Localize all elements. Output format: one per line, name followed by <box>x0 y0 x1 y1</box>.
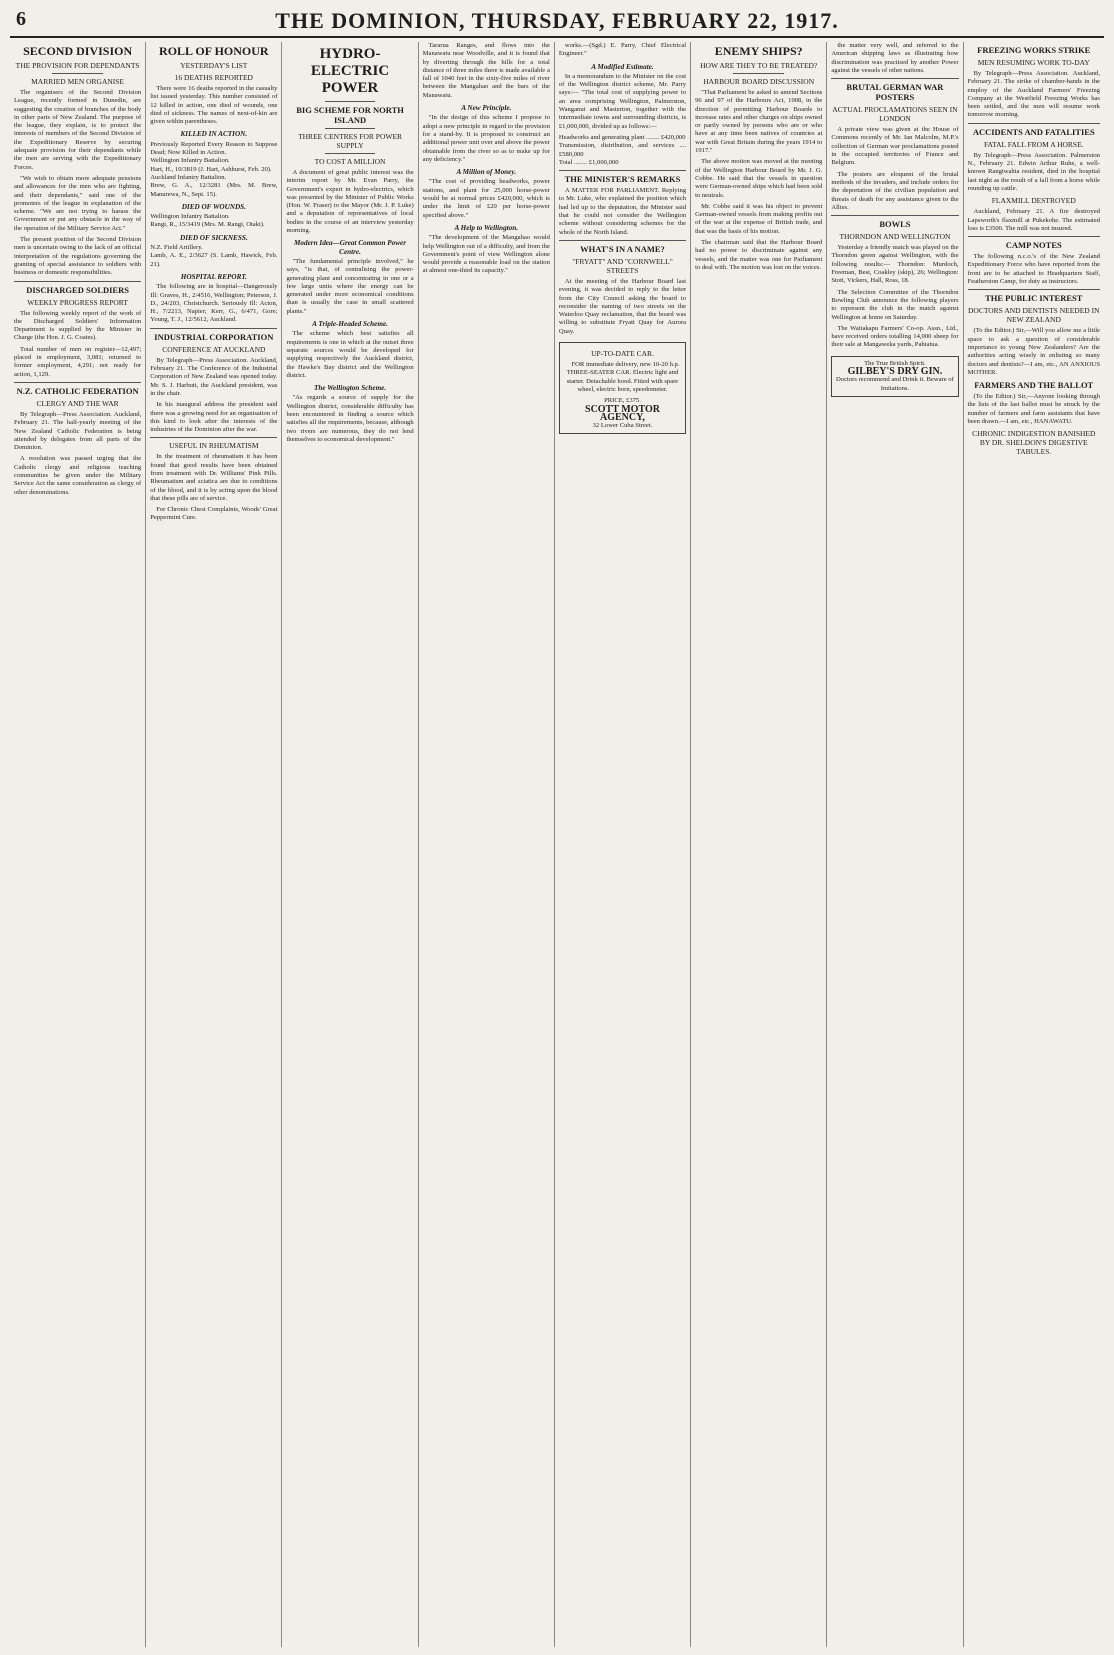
section-label: A Help to Wellington. <box>454 223 519 232</box>
subhead: HARBOUR BOARD DISCUSSION <box>703 77 815 86</box>
subhead: YESTERDAY'S LIST <box>180 61 248 70</box>
subhead: THE PROVISION FOR DEPENDANTS <box>15 61 140 70</box>
article-paragraph: "As regards a source of supply for the Wellington district, considerable difficulty has been encountered in finding a source which satisfies all the requirements, because, although two rivers are numerous, they do not lend themselves to economical development." <box>286 394 414 443</box>
subhead: BIG SCHEME FOR NORTH ISLAND <box>296 105 404 125</box>
advert-company: SCOTT MOTOR AGENCY, <box>585 403 660 423</box>
divider <box>968 123 1100 124</box>
headline-hydro-electric: HYDRO-ELECTRIC POWER <box>310 46 390 96</box>
article-paragraph: the matter very well, and referred to the American shipping laws as illustrating how discrimination was practised by another Power against the vessels of other nations. <box>831 42 959 74</box>
casualty-line: Wellington Infantry Battalion. <box>150 157 230 165</box>
section-label: DIED OF SICKNESS. <box>180 233 248 242</box>
newspaper-title: THE DOMINION, THURSDAY, FEBRUARY 22, 1917. <box>275 8 839 33</box>
headline-camp-notes: CAMP NOTES <box>1005 240 1062 251</box>
section-label: A Million of Money. <box>456 168 517 177</box>
cost-line: Transmission, distribution, and services .... £580,000 <box>558 142 687 158</box>
casualty-line: N.Z. Field Artillery. <box>150 244 203 252</box>
divider <box>968 236 1100 237</box>
subhead: DOCTORS AND DENTISTS NEEDED IN NEW ZEALAND <box>967 306 1100 325</box>
article-paragraph: The Waitakapu Farmers' Co-op. Assn., Ltd., have received orders totalling 14,000 sheep for their sale at Mangaweka yards, Pahiatua. <box>831 324 959 349</box>
divider <box>150 437 277 438</box>
article-paragraph: By Telegraph—Press Association. Auckland, February 21. The half-yearly meeting of the New Zealand Catholic Federation is being attended by delegates from all parts of the Dominion. <box>14 410 142 452</box>
column-4 <box>419 42 555 1647</box>
article-paragraph: The scheme which best satisfies all requirements is one in which at the outset three separate sources would be developed for supplying respectively the Auckland district, the Hawke's Bay district and the Wellington district. <box>286 330 414 379</box>
column-2 <box>146 42 282 1647</box>
article-paragraph: A private view was given at the House of Commons recently of Mr. Ian Malcolm, M.P.'s collection of German war proclamations posted in the occupied territories of France and Belgium. <box>831 126 959 167</box>
article-paragraph: The posters are eloquent of the brutal methods of the invaders, and include orders for the deportation of the civilian population and threats of death for any assistance given to the Allies. <box>831 170 959 211</box>
article-paragraph: "The development of the Mangahao would help Wellington out of a difficulty, and from the Government's point of view Wellington alone would provide a reasonable load on the station at almost one-third its capacity." <box>422 234 550 275</box>
headline-industrial-corporation: INDUSTRIAL CORPORATION <box>154 331 274 342</box>
advert-text: For Chronic Chest Complaints, Woods' Great Peppermint Cure. <box>150 506 278 522</box>
section-label: KILLED IN ACTION. <box>180 130 248 139</box>
article-paragraph: By Telegraph—Press Association. Auckland, February 21. The strike of chamber-hands in the employ of the Auckland Farmers' Freezing Company at the Westfield Freezing Works has been settled, and the men will resume work tomorrow morning. <box>967 70 1100 119</box>
article-paragraph: works.—(Sgd.) E. Parry, Chief Electrical Engineer." <box>558 42 687 58</box>
advert-product: GILBEY'S DRY GIN. <box>847 366 943 378</box>
subhead: WEEKLY PROGRESS REPORT <box>27 297 128 307</box>
article-paragraph: The organisers of the Second Division League, recently formed in Dunedin, are suggesting the creation of branches of the body in other parts of New Zealand. The purpose of the league, they explain, is to protect the interests of members of the Second Division of the Expeditionary Reserve by securing adequate provision for their dependants while the men are serving with the Expeditionary Forces. <box>14 89 142 171</box>
article-paragraph: "We wish to obtain more adequate pensions and allowances for the men who are fighting, and their dependants," said one of the promoters of the league in explanation of the scheme. "We are not trying to harass the Government or put any obstacle in the way of the operation of the Military Service Act." <box>14 174 142 232</box>
subhead: FLAXMILL DESTROYED <box>991 196 1076 206</box>
headline-whats-in-a-name: WHAT'S IN A NAME? <box>580 243 665 254</box>
casualty-line: Brew, G. A., 12/3281 (Mrs. M. Brew, Manurewa, N., Sept. 15). <box>150 182 278 198</box>
headline-enemy-ships: ENEMY SHIPS? <box>714 44 803 58</box>
headline-farmers-ballot: FARMERS AND THE BALLOT <box>974 380 1094 391</box>
subhead: MEN RESUMING WORK TO-DAY <box>977 58 1090 67</box>
article-paragraph: At the meeting of the Harbour Board last evening, it was decided to reply to the letter from the City Council asking the board to reconsider the naming of two streets on the Waterloo Quay reclamation, that the board was willing to substitute Fryatt Quay for Aurora Quay. <box>558 277 687 335</box>
divider <box>14 281 141 282</box>
article-paragraph: The following are in hospital—Dangerously Ill: Graves, H., 2/4516, Wellington; Peterson, J. D., 24/203, Christchurch. Seriously Ill: Acton, H., 7/2213, Napier; Kerr, G., 6/471, Gore; Young, T. J., 12/5612, Auckland. <box>150 283 278 324</box>
article-paragraph: Total number of men on register—12,497; placed in employment, 3,081; returned to former employment, 4,291; not ready for action, 1,129. <box>14 345 142 378</box>
casualty-line: Rangi, R., 15/3419 (Mrs. M. Rangi, Otaki). <box>150 221 265 229</box>
article-paragraph: By Telegraph—Press Association. Auckland, February 21. The Conference of the Industrial Corporation of New Zealand was opened today. Mr. S. J. Harbutt, the Auckland president, was in the chair. <box>150 356 278 397</box>
article-paragraph: By Telegraph—Press Association. Palmerston N., February 21. Edwin Arthur Ruhe, a well-known Rangiwahia resident, died in the hospital last night as the result of a fall from a horse while rounding up cattle. <box>967 151 1100 192</box>
article-paragraph: A MATTER FOR PARLIAMENT. Replying to Mr. Luke, who explained the position which had led up to the deputation, the Minister said that he could not consider the Wellington scheme without considering schemes for the whole of the North Island. <box>558 187 687 236</box>
divider <box>325 128 376 129</box>
letter-paragraph: (To the Editor.) Sir,—Anyone looking through the lists of the last ballot must be struck by the number of farmers and farm assistants that have been drawn.—I am, etc., HANAWATU. <box>967 393 1100 426</box>
article-paragraph: Yesterday a friendly match was played on the Thorndon green against Wellington, with the following results:— Thorndon: Murdoch, Freeman, Best, Coakley (skip), 26; Wellington: Stott, Vickers, Hall, Ross, 18. <box>831 244 959 285</box>
divider <box>733 73 784 74</box>
advert-address: 32 Lower Cuba Street. <box>592 422 653 430</box>
subhead: "FRYATT" AND "CORNWELL" STREETS <box>572 256 673 275</box>
divider <box>831 215 958 216</box>
article-paragraph: "The fundamental principle involved," he says, "is that, of centralising the power-generating plant and concentrating in one or a few large units where the energy can be generated under more economical conditions than is usually the case in small scattered plants." <box>286 257 414 315</box>
divider <box>325 101 376 102</box>
advert-price: PRICE, £375. <box>604 397 641 405</box>
subhead: ACTUAL PROCLAMATIONS SEEN IN LONDON <box>832 105 958 124</box>
article-paragraph: A resolution was passed urging that the Catholic clergy and religious teaching communities be given under the Military Service Act the same consideration as clergy of other denominations. <box>14 455 142 496</box>
divider <box>52 73 103 74</box>
headline-german-posters: BRUTAL GERMAN WAR POSTERS <box>846 82 944 103</box>
section-label: DIED OF WOUNDS. <box>181 202 246 211</box>
column-1 <box>10 42 146 1647</box>
subhead: CONFERENCE AT AUCKLAND <box>162 344 266 354</box>
section-label: HOSPITAL REPORT. <box>180 272 247 281</box>
headline-accidents: ACCIDENTS AND FATALITIES <box>972 126 1095 137</box>
article-paragraph: The present position of the Second Division men is uncertain owing to the lack of an official interpretation of the regulations governing the granting of special assistance to soldiers with business or domestic responsibilities. <box>14 236 142 277</box>
column-8 <box>964 42 1104 1647</box>
advert-heading: CHRONIC INDIGESTION BANISHED BY DR. SHELDON'S DIGESTIVE TABULES. <box>972 429 1096 457</box>
headline-discharged-soldiers: DISCHARGED SOLDIERS <box>26 284 129 295</box>
headline-bowls: BOWLS <box>879 219 911 230</box>
headline-freezing-works: FREEZING WORKS STRIKE <box>977 45 1091 55</box>
section-label: Modern Idea—Great Common Power Centre. <box>294 239 407 256</box>
divider <box>968 289 1100 290</box>
article-paragraph: There were 16 deaths reported in the casualty list issued yesterday. This number consisted of 12 killed in action, one died of wounds, one died of sickness. The names of next-of-kin are given within parentheses. <box>150 85 278 126</box>
subhead: THREE CENTRES FOR POWER SUPPLY <box>298 132 403 150</box>
headline-catholic-federation: N.Z. CATHOLIC FEDERATION <box>16 385 139 396</box>
article-paragraph: The following n.c.o.'s of the New Zealand Expeditionary Force who have reported from the front are to be attached to Headquarters Staff, Featherston Camp, for duty as instructors. <box>967 253 1100 286</box>
article-paragraph: Tararua Ranges, and flows into the Manawatu near Woodville, and it is found that by diverting through the hills for a total distance of three miles there is made available a fall of 1040 feet in the sixty-five miles of river between the Mangahao and the bars of the Manawatu. <box>422 42 550 99</box>
masthead <box>10 6 1104 38</box>
car-advertisement <box>559 342 686 434</box>
letter-paragraph: (To the Editor.) Sir,—Will you allow me a little space to ask a question of considerable importance to young New Zealanders? Are the authorities acting wisely in enlisting so many doctors and dentists?—I am, etc., AN ANXIOUS MOTHER. <box>967 327 1100 376</box>
subhead: 16 DEATHS REPORTED <box>174 73 253 82</box>
article-paragraph: The Selection Committee of the Thorndon Bowling Club announce the following players to represent the club in the match against Wellington at home on Saturday. <box>831 288 959 321</box>
divider <box>559 170 686 171</box>
divider <box>150 328 277 329</box>
section-label: A Triple-Headed Scheme. <box>312 320 388 329</box>
cost-line: Headworks and generating plant ........ £420,000 <box>558 133 686 141</box>
subhead: TO COST A MILLION <box>314 157 386 166</box>
article-paragraph: The above motion was moved at the meeting of the Wellington Harbour Board by Mr. J. G. Cobbe. He said that the vessels in question were German-owned ships which had been sold to neutrals. <box>695 158 823 199</box>
article-paragraph: In the treatment of rheumatism it has been found that good results have been obtained from treatment with Dr. Williams' Pink Pills. Rheumatism and sciatica are due to conditions of the blood, and it is by acting upon the blood that these pills are of service. <box>150 453 278 502</box>
column-3 <box>282 42 418 1647</box>
section-label: A New Principle. <box>461 104 512 113</box>
article-paragraph: The following weekly report of the work of the Discharged Soldiers' Information Department is supplied by the Minister in Charge (the Hon. J. G. Coates). <box>14 309 142 342</box>
section-label: The Wellington Scheme. <box>313 384 387 393</box>
subhead: FATAL FALL FROM A HORSE. <box>983 139 1084 149</box>
casualty-line: Lamb, A. E., 2/3627 (S. Lamb, Hawick, Feb. 21). <box>150 252 278 268</box>
article-paragraph: In a memorandum to the Minister on the cost of the Wellington district scheme, Mr. Parry says:— "The total cost of supplying power to an area comprising Wellington, Palmerston, Wanganui and Masterton, together with the intermediate towns and surrounding districts, is £1,000,000, divided up as follows:— <box>558 72 687 130</box>
headline-ministers-remarks: THE MINISTER'S REMARKS <box>564 174 681 185</box>
article-paragraph: "The cost of providing headworks, power stations, and plant for 25,000 horse-power would be at normal prices £420,000, which is under the limit of £20 per horse-power specified above." <box>422 178 550 219</box>
columns <box>10 42 1104 1647</box>
subhead: THORNDON AND WELLINGTON <box>839 232 951 242</box>
casualty-line: Wellington Infantry Battalion. <box>150 213 230 221</box>
column-6 <box>691 42 827 1647</box>
headline-roll-of-honour: ROLL OF HONOUR <box>159 44 269 58</box>
advert-text: Doctors recommend and Drink it. Beware of Imitations. <box>836 376 954 392</box>
advert-text: FOR immediate delivery, new 10-20 h.p. THREE-SEATER CAR. Electric light and starter. Detachable hood. Fitted with spare wheel, electric horn, speedometer. <box>566 361 680 393</box>
subhead: HOW ARE THEY TO BE TREATED? <box>700 61 818 70</box>
headline-public-interest: THE PUBLIC INTEREST <box>985 293 1083 304</box>
divider <box>325 153 376 154</box>
divider <box>14 382 141 383</box>
subhead: CLERGY AND THE WAR <box>36 398 119 408</box>
headline-rheumatism: USEFUL IN RHEUMATISM <box>169 441 259 451</box>
page-number: 6 <box>16 8 26 30</box>
divider <box>831 78 958 79</box>
article-paragraph: In his inaugural address the president said there was a growing need for an organisation of this kind to look after the interests of the industries of the Dominion after the war. <box>150 401 278 434</box>
article-paragraph: "That Parliament be asked to amend Sections 96 and 97 of the Harbours Act, 1908, in the direction of permitting Harbour Boards to increase rates and other charges on ships owned or partly owned by persons who are or who have at any time been natives of countries at war with Great Britain during the years 1914 to 1917." <box>695 89 823 155</box>
column-5 <box>555 42 691 1647</box>
casualty-line: Auckland Infantry Battalion. <box>150 173 227 181</box>
gin-advertisement <box>831 356 958 397</box>
headline-second-division: SECOND DIVISION <box>23 44 133 58</box>
casualty-line: Previously Reported Every Reason to Suppose Dead; Now Killed in Action. <box>150 140 278 157</box>
advert-tagline: The True British Spirit. <box>864 359 926 367</box>
article-paragraph: The chairman said that the Harbour Board had no power to discriminate against any vessels, and the matter was one for Parliament to deal with. The motion was lost on the voices. <box>695 239 823 271</box>
article-paragraph: A document of great public interest was the interim report by Mr. Evan Parry, the Government's expert in hydro-electrics, which was presented by the Minister of Public Works (Hon. W. Fraser) to the Mayor (Mr. J. P. Luke) and a deputation of representatives of local bodies in the course of an interview yesterday morning. <box>286 169 414 235</box>
cost-total: Total ........ £1,000,000 <box>558 158 619 166</box>
column-7 <box>827 42 963 1647</box>
casualty-line: Hart, H., 10/3819 (J. Hart, Ashhurst, Feb. 20). <box>150 165 272 173</box>
article-paragraph: "In the design of this scheme I propose to adopt a new principle in regard to the provision for a stand-by. It is proposed to construct an additional power unit over and above the power obtainable from the river so as to make up for any deficiency." <box>422 114 550 163</box>
divider <box>559 240 686 241</box>
article-paragraph: Mr. Cobbe said it was his object to prevent German-owned vessels from making profits out of the war at the expense of British trade, and that was the basis of his motion. <box>695 202 823 235</box>
section-label: A Modified Estimate. <box>591 62 654 71</box>
subhead: MARRIED MEN ORGANISE <box>31 77 125 86</box>
advert-heading: UP-TO-DATE CAR. <box>591 349 654 359</box>
article-paragraph: Auckland, February 21. A fire destroyed Lapsworth's flaxmill at Pukekohe. The estimated loss is £3500. The mill was not insured. <box>967 208 1100 232</box>
